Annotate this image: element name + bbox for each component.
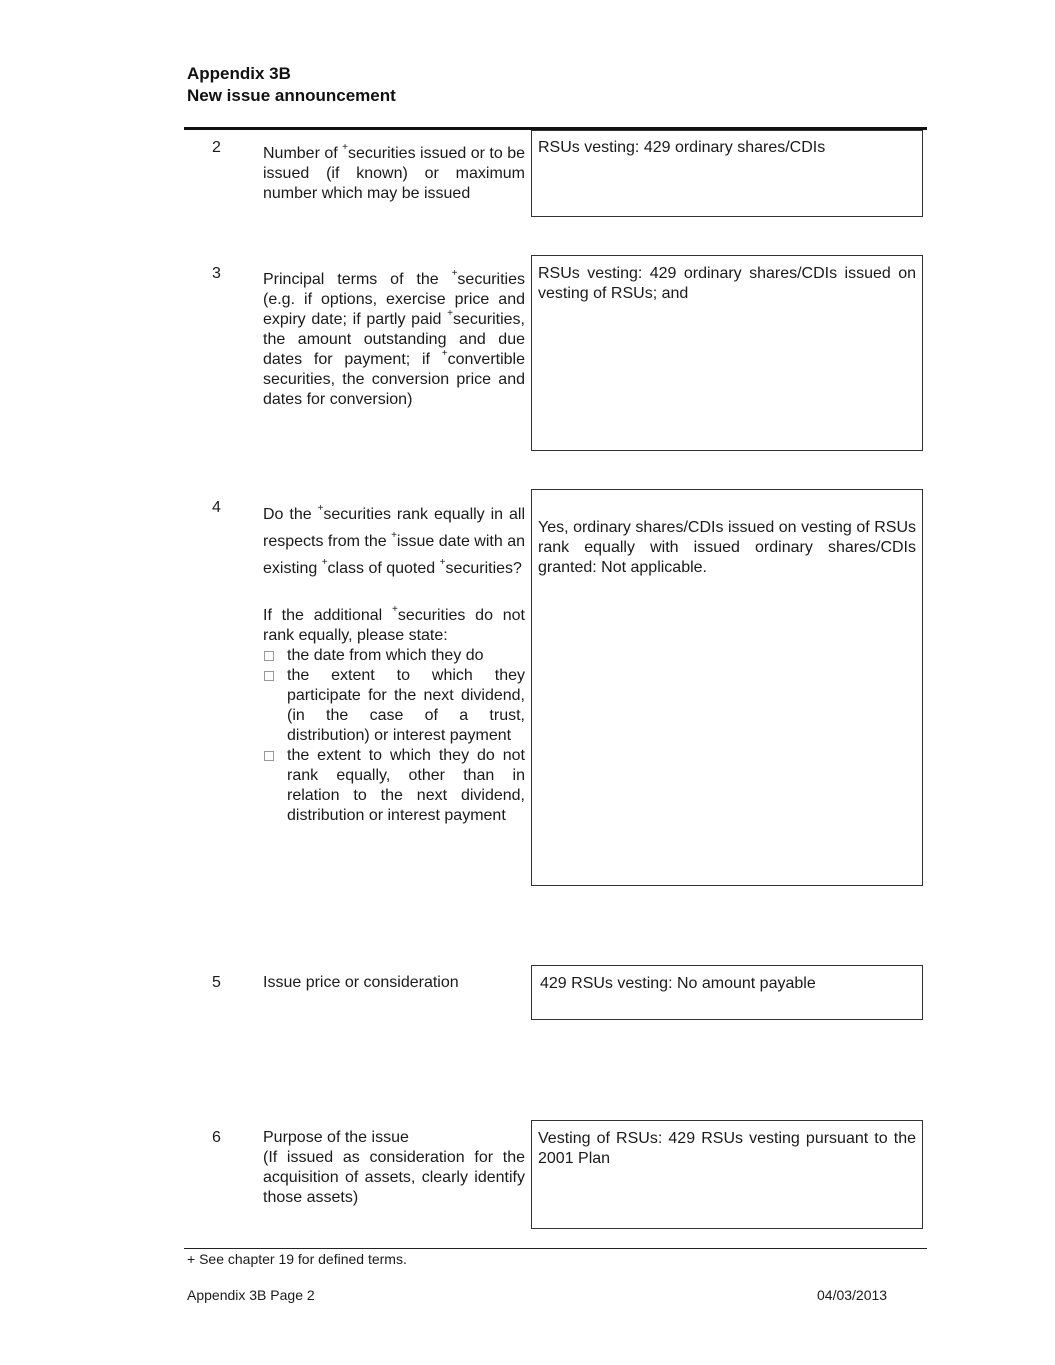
answer-box (531, 255, 923, 451)
document-subtitle: New issue announcement (187, 86, 396, 105)
footer-rule (184, 1248, 927, 1249)
question-text: securities? (445, 560, 522, 577)
defined-term-marker: + (391, 529, 397, 541)
bullet-list (263, 646, 525, 826)
bullet-item (263, 666, 525, 746)
answer-box (531, 1120, 923, 1229)
item-number: 2 (212, 139, 221, 156)
question-text: securities rank equally in all respects from the (263, 506, 525, 550)
item-number: 3 (212, 265, 221, 282)
checkbox-icon (264, 671, 274, 681)
answer-text: RSUs vesting: 429 ordinary shares/CDIs (538, 139, 826, 156)
bullet-text: the extent to which they do not rank equally, other than in relation to the next dividend, distribution or interest payment (287, 747, 525, 824)
bullet-text: the extent to which they participate for the next dividend, (in the case of a trust, distribution) or interest payment (287, 667, 525, 744)
defined-term-marker: + (391, 603, 398, 615)
question-text: class of quoted (327, 560, 440, 577)
bullet-item (263, 746, 525, 826)
checkbox-icon (264, 751, 274, 761)
item-question (263, 501, 525, 826)
checkbox-icon (264, 651, 274, 661)
question-text: Issue price or consideration (263, 974, 459, 991)
footnote: + See chapter 19 for defined terms. (187, 1251, 407, 1267)
question-text: securities, the amount outstanding and due dates for payment; if (263, 311, 525, 368)
question-text: Do the (263, 506, 318, 523)
defined-term-marker: + (317, 502, 324, 514)
defined-term-marker: + (441, 347, 448, 359)
answer-text: RSUs vesting: 429 ordinary shares/CDIs issued on vesting of RSUs; and (538, 265, 916, 302)
question-text: Number of (263, 145, 343, 162)
question-text: If the additional (263, 607, 392, 624)
bullet-text: the date from which they do (287, 647, 484, 664)
item-question (263, 1128, 525, 1208)
answer-text: 429 RSUs vesting: No amount payable (540, 975, 816, 992)
question-text: securities (e.g. if options, exercise price and expiry date; if partly paid (263, 271, 525, 328)
defined-term-marker: + (321, 556, 328, 568)
question-text: convertible securities, the conversion price and dates for conversion) (263, 351, 525, 408)
item-question (263, 141, 525, 204)
page-label: Appendix 3B Page 2 (187, 1287, 315, 1303)
item-number: 4 (212, 499, 221, 516)
item-question (263, 267, 525, 410)
question-text: Principal terms of the (263, 271, 452, 288)
question-main (263, 501, 525, 582)
document-title: Appendix 3B (187, 64, 291, 83)
answer-box (531, 965, 923, 1020)
item-number: 5 (212, 974, 221, 991)
answer-box (531, 130, 923, 217)
item-number: 6 (212, 1129, 221, 1146)
answer-box (531, 489, 923, 886)
answer-text: Vesting of RSUs: 429 RSUs vesting pursuant to the 2001 Plan (538, 1130, 916, 1167)
question-text: securities issued or to be issued (if known) or maximum number which may be issued (263, 145, 525, 202)
item-question (263, 973, 525, 993)
answer-text: Yes, ordinary shares/CDIs issued on vesting of RSUs rank equally with issued ordinary shares/CDIs granted: Not applicable. (538, 519, 916, 576)
document-date: 04/03/2013 (817, 1287, 888, 1303)
question-text: issue date with an existing (263, 533, 526, 577)
bullet-item (263, 646, 525, 666)
sub-question (263, 603, 526, 646)
defined-term-marker: + (451, 267, 458, 279)
question-text: Purpose of the issue (263, 1129, 409, 1146)
defined-term-marker: + (439, 556, 446, 568)
question-text: securities do not rank equally, please state: (263, 607, 526, 644)
defined-term-marker: + (342, 141, 348, 153)
defined-term-marker: + (447, 307, 453, 319)
question-note: (If issued as consideration for the acquisition of assets, clearly identify those assets) (263, 1149, 525, 1206)
